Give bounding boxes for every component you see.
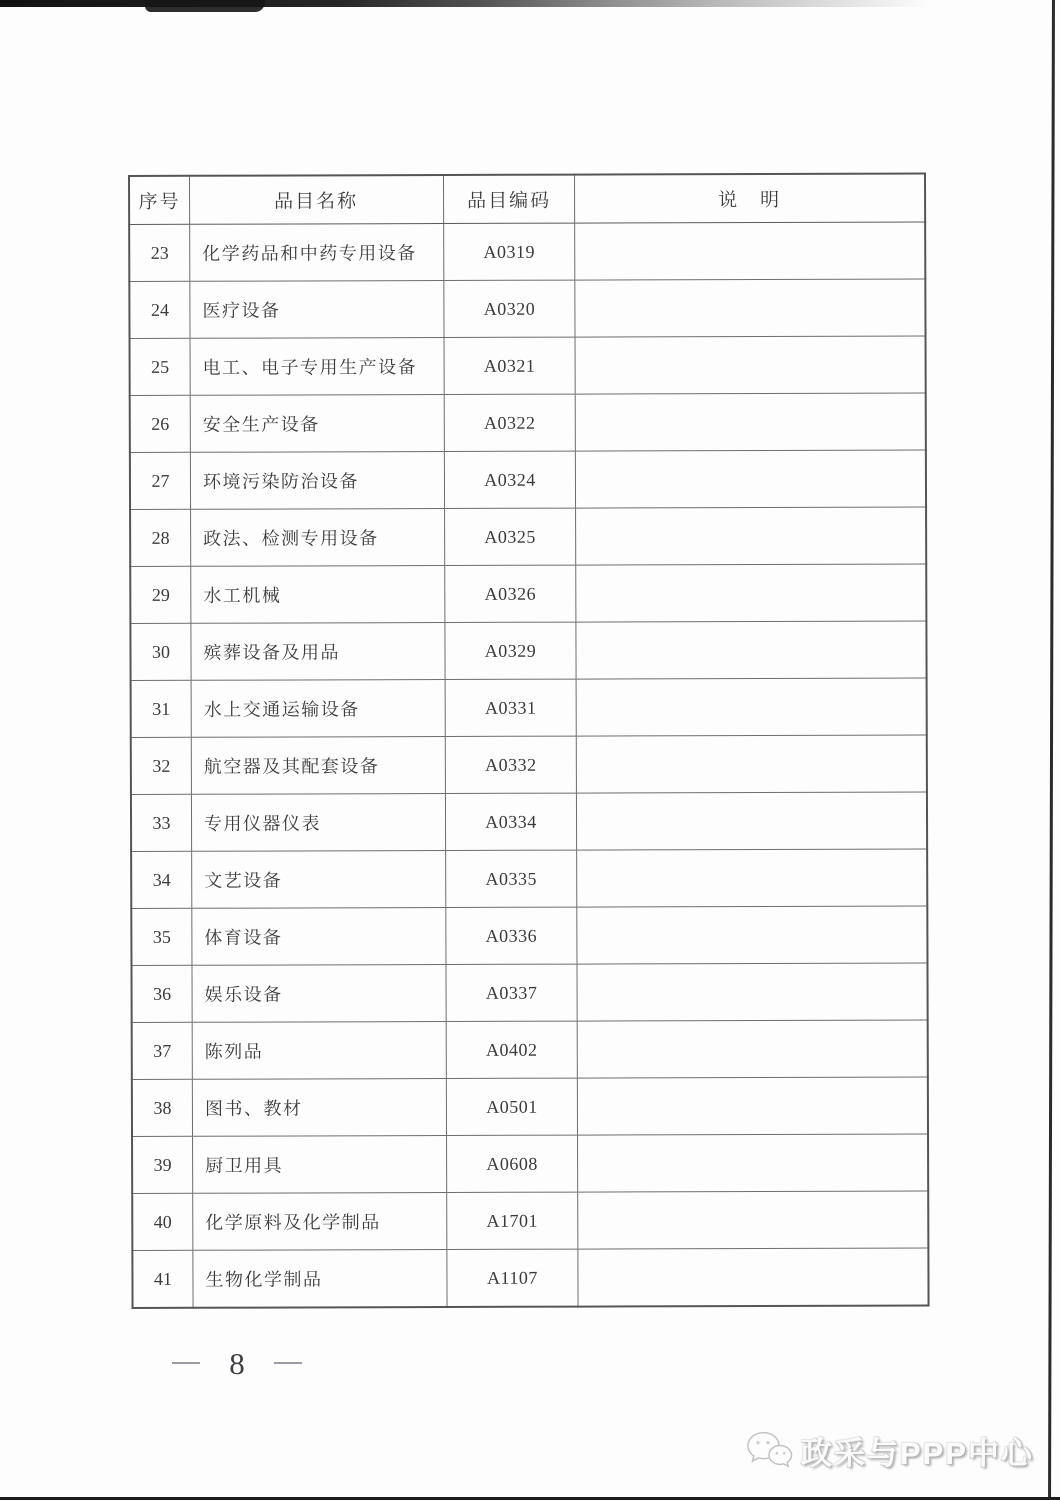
- table-row: [131, 906, 927, 966]
- cell-name: 安全生产设备: [190, 395, 444, 453]
- cell-name: 化学原料及化学制品: [193, 1193, 447, 1251]
- cell-name: 航空器及其配套设备: [191, 737, 445, 795]
- cell-name: 政法、检测专用设备: [191, 509, 445, 567]
- cell-no: 41: [132, 1250, 193, 1308]
- cell-code: A0326: [445, 565, 576, 622]
- cell-code: A0332: [445, 736, 576, 793]
- cell-note: [578, 1134, 929, 1192]
- cell-note: [577, 963, 928, 1021]
- cell-no: 25: [130, 338, 191, 395]
- table-row: [132, 1134, 928, 1194]
- cell-name: 水上交通运输设备: [191, 680, 445, 738]
- cell-note: [576, 564, 927, 622]
- cell-no: 37: [132, 1022, 193, 1079]
- cell-name: 图书、教材: [192, 1079, 446, 1137]
- cell-no: 31: [131, 680, 192, 737]
- cell-note: [576, 678, 927, 736]
- table-row: [132, 1248, 928, 1308]
- cell-no: 32: [131, 737, 192, 794]
- cell-code: A0402: [446, 1021, 577, 1078]
- cell-note: [577, 849, 928, 907]
- cell-code: A0331: [445, 679, 576, 736]
- cell-code: A0334: [445, 793, 576, 850]
- cell-note: [577, 1020, 928, 1078]
- cell-no: 23: [129, 224, 190, 281]
- cell-code: A0336: [446, 907, 577, 964]
- cell-code: A1107: [447, 1249, 578, 1307]
- header-cell-no: 序号: [129, 176, 190, 225]
- table-row: [129, 279, 925, 339]
- table-row: [130, 564, 926, 624]
- wechat-icon: [745, 1429, 793, 1473]
- cell-name: 陈列品: [192, 1022, 446, 1080]
- cell-note: [578, 1191, 929, 1249]
- cell-name: 水工机械: [191, 566, 445, 624]
- cell-note: [575, 450, 926, 508]
- cell-code: A1701: [447, 1192, 578, 1249]
- table-row: [130, 621, 926, 681]
- scan-artifact-right-edge: [1048, 0, 1055, 1500]
- cell-code: A0320: [444, 280, 575, 337]
- cell-no: 33: [131, 794, 192, 851]
- table-row: [131, 792, 927, 852]
- table-header-row: [129, 173, 925, 224]
- table-body: [129, 222, 928, 1308]
- cell-note: [576, 735, 927, 793]
- cell-name: 化学药品和中药专用设备: [190, 224, 444, 282]
- cell-no: 40: [132, 1193, 193, 1250]
- header-cell-name: 品目名称: [190, 175, 444, 224]
- table-row: [130, 336, 926, 396]
- table-row: [132, 1020, 928, 1080]
- header-cell-note: 说 明: [575, 173, 926, 223]
- cell-name: 医疗设备: [190, 281, 444, 339]
- table-row: [130, 393, 926, 453]
- cell-code: A0335: [446, 850, 577, 907]
- cell-note: [576, 792, 927, 850]
- cell-no: 36: [131, 965, 192, 1022]
- cell-note: [575, 336, 926, 394]
- cell-no: 27: [130, 452, 191, 509]
- cell-no: 26: [130, 395, 191, 452]
- cell-name: 厨卫用具: [193, 1136, 447, 1194]
- cell-note: [577, 906, 928, 964]
- table-row: [130, 450, 926, 510]
- cell-code: A0501: [446, 1078, 577, 1135]
- watermark: [745, 1428, 1034, 1473]
- cell-code: A0322: [444, 394, 575, 451]
- page-number-block: [172, 1340, 302, 1386]
- cell-no: 34: [131, 851, 192, 908]
- table-row: [129, 222, 925, 282]
- table-row: [131, 735, 927, 795]
- watermark-label: 政采与PPP中心: [800, 1436, 1034, 1471]
- cell-note: [577, 1077, 928, 1135]
- cell-note: [576, 507, 927, 565]
- cell-name: 环境污染防治设备: [190, 452, 444, 510]
- cell-no: 24: [129, 281, 190, 338]
- table-row: [131, 849, 927, 909]
- cell-code: A0329: [445, 622, 576, 679]
- cell-code: A0319: [444, 223, 575, 280]
- cell-code: A0324: [444, 451, 575, 508]
- cell-note: [575, 279, 926, 337]
- table-row: [132, 1191, 928, 1251]
- cell-no: 39: [132, 1136, 193, 1193]
- cell-name: 电工、电子专用生产设备: [190, 338, 444, 396]
- cell-note: [576, 621, 927, 679]
- cell-no: 35: [131, 908, 192, 965]
- page-number-dash: [274, 1362, 302, 1364]
- cell-note: [575, 222, 926, 280]
- cell-name: 专用仪器仪表: [191, 794, 445, 852]
- page-number: 8: [229, 1345, 245, 1381]
- page-number-dash: [172, 1362, 200, 1364]
- cell-code: A0325: [445, 508, 576, 565]
- scan-artifact-top-blob: [145, 0, 265, 12]
- table-row: [132, 1077, 928, 1137]
- cell-name: 娱乐设备: [192, 965, 446, 1023]
- cell-no: 29: [130, 566, 191, 623]
- header-cell-code: 品目编码: [444, 175, 575, 224]
- table-row: [131, 678, 927, 738]
- cell-no: 28: [130, 509, 191, 566]
- cell-no: 30: [130, 623, 191, 680]
- table-header: [129, 173, 925, 224]
- cell-name: 文艺设备: [192, 851, 446, 909]
- cell-no: 38: [132, 1079, 193, 1136]
- cell-code: A0337: [446, 964, 577, 1021]
- cell-note: [578, 1248, 929, 1307]
- cell-name: 殡葬设备及用品: [191, 623, 445, 681]
- cell-name: 体育设备: [192, 908, 446, 966]
- cell-code: A0321: [444, 337, 575, 394]
- procurement-catalog-table: [128, 172, 930, 1309]
- table-row: [131, 963, 927, 1023]
- cell-code: A0608: [447, 1135, 578, 1192]
- cell-name: 生物化学制品: [193, 1250, 447, 1308]
- table-row: [130, 507, 926, 567]
- cell-note: [575, 393, 926, 451]
- scan-artifact-top-edge: [0, 0, 960, 7]
